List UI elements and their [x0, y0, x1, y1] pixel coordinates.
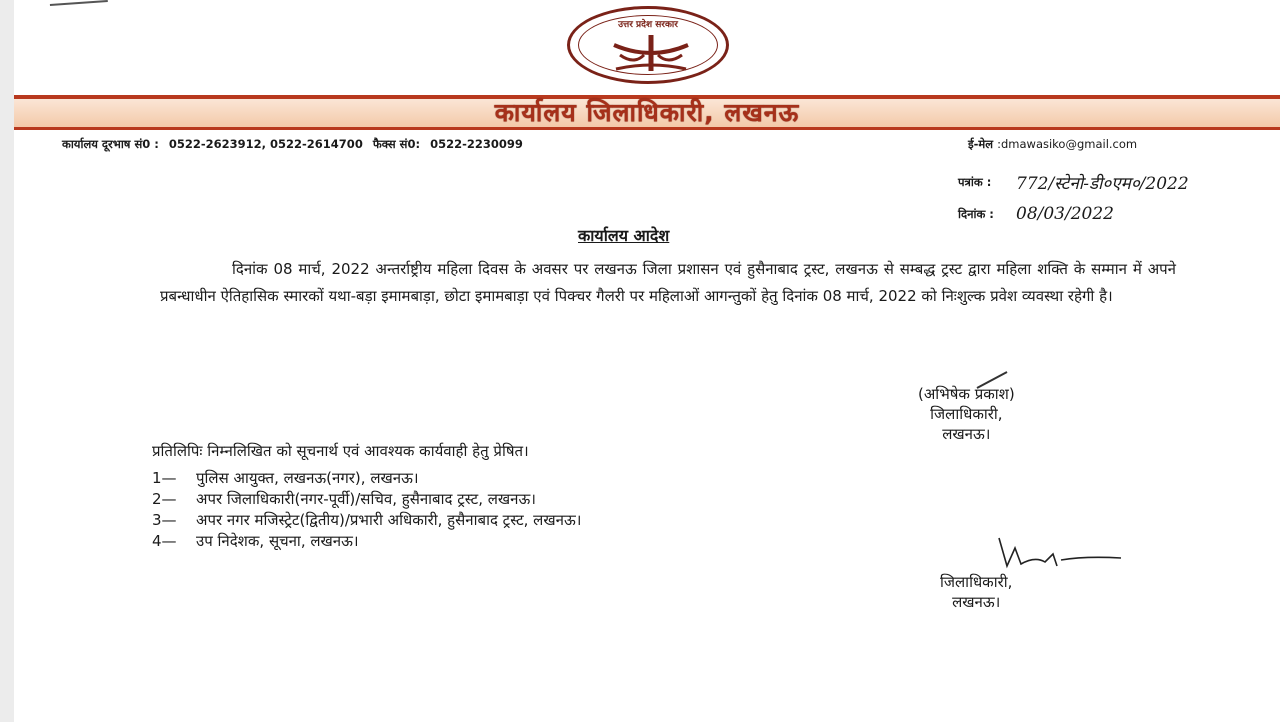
list-item: [152, 510, 581, 531]
email-value: :dmawasiko@gmail.com: [997, 137, 1138, 151]
fax-label: फैक्स सं0:: [372, 137, 421, 151]
list-item-number: 1—: [152, 469, 177, 487]
order-title: कार्यालय आदेश: [578, 226, 670, 245]
list-item: [152, 531, 581, 552]
phone-numbers: 0522-2623912, 0522-2614700: [168, 137, 363, 151]
list-item-text: अपर जिलाधिकारी(नगर-पूर्वी)/सचिव, हुसैनाबाद ट्रस्ट, लखनऊ।: [196, 490, 536, 508]
list-item-text: पुलिस आयुक्त, लखनऊ(नगर), लखनऊ।: [196, 469, 419, 487]
list-item-number: 2—: [152, 490, 177, 508]
email-line: [968, 137, 1137, 152]
handwritten-signature: [995, 536, 1125, 576]
dinank-label: दिनांक :: [958, 206, 994, 221]
page-left-edge: [0, 0, 14, 722]
seal-emblem-icon: [606, 31, 696, 75]
banner-title: कार्यालय जिलाधिकारी, लखनऊ: [494, 98, 800, 127]
phone-label: कार्यालय दूरभाष सं0 :: [62, 137, 159, 151]
list-item-text: उप निदेशक, सूचना, लखनऊ।: [196, 532, 359, 550]
patrank-value: 772/स्टेनो-डी०एम०/2022: [1016, 173, 1189, 194]
patrank-row: [958, 166, 1189, 198]
government-seal: [567, 6, 729, 84]
signatory2-block: [940, 572, 1012, 612]
list-item: [152, 468, 581, 489]
dinank-value: 08/03/2022: [1016, 204, 1114, 224]
corner-pen-mark: [50, 0, 108, 10]
email-label: ई-मेल: [968, 137, 994, 151]
patrank-label: पत्रांक :: [958, 174, 992, 189]
office-banner: [14, 95, 1280, 130]
signatory-place: लखनऊ।: [942, 425, 991, 443]
seal-text: उत्तर प्रदेश सरकार: [618, 20, 678, 30]
dinank-row: [958, 198, 1189, 230]
signatory-designation: जिलाधिकारी,: [930, 405, 1003, 423]
order-body: दिनांक 08 मार्च, 2022 अन्तर्राष्ट्रीय महिला दिवस के अवसर पर लखनऊ जिला प्रशासन एवं हुसैनाबाद ट्रस्ट, लखनऊ से सम्बद्ध ट्रस्ट द्वारा महिला शक्ति के सम्मान में अपने प्रबन्धाधीन ऐतिहासिक स्मारकों यथा-बड़ा इमामबाड़ा, छोटा इमामबाड़ा एवं पिक्चर गैलरी पर महिलाओं आगन्तुकों हेतु दिनांक 08 मार्च, 2022 को निःशुल्क प्रवेश व्यवस्था रहेगी है।: [160, 260, 1176, 305]
copy-heading: प्रतिलिपिः निम्नलिखित को सूचनार्थ एवं आवश्यक कार्यवाही हेतु प्रेषित।: [152, 442, 529, 460]
list-item-text: अपर नगर मजिस्ट्रेट(द्वितीय)/प्रभारी अधिकारी, हुसैनाबाद ट्रस्ट, लखनऊ।: [196, 511, 582, 529]
signatory-block: [918, 384, 1015, 444]
list-item: [152, 489, 581, 510]
signatory2-place: लखनऊ।: [952, 593, 1001, 611]
list-item-number: 3—: [152, 511, 177, 529]
copy-list: [152, 468, 581, 552]
fax-number: 0522-2230099: [430, 137, 523, 151]
signatory2-designation: जिलाधिकारी,: [940, 573, 1013, 591]
contact-line: [62, 137, 529, 152]
list-item-number: 4—: [152, 532, 177, 550]
reference-block: [958, 166, 1189, 230]
signatory-name: (अभिषेक प्रकाश): [918, 385, 1015, 403]
